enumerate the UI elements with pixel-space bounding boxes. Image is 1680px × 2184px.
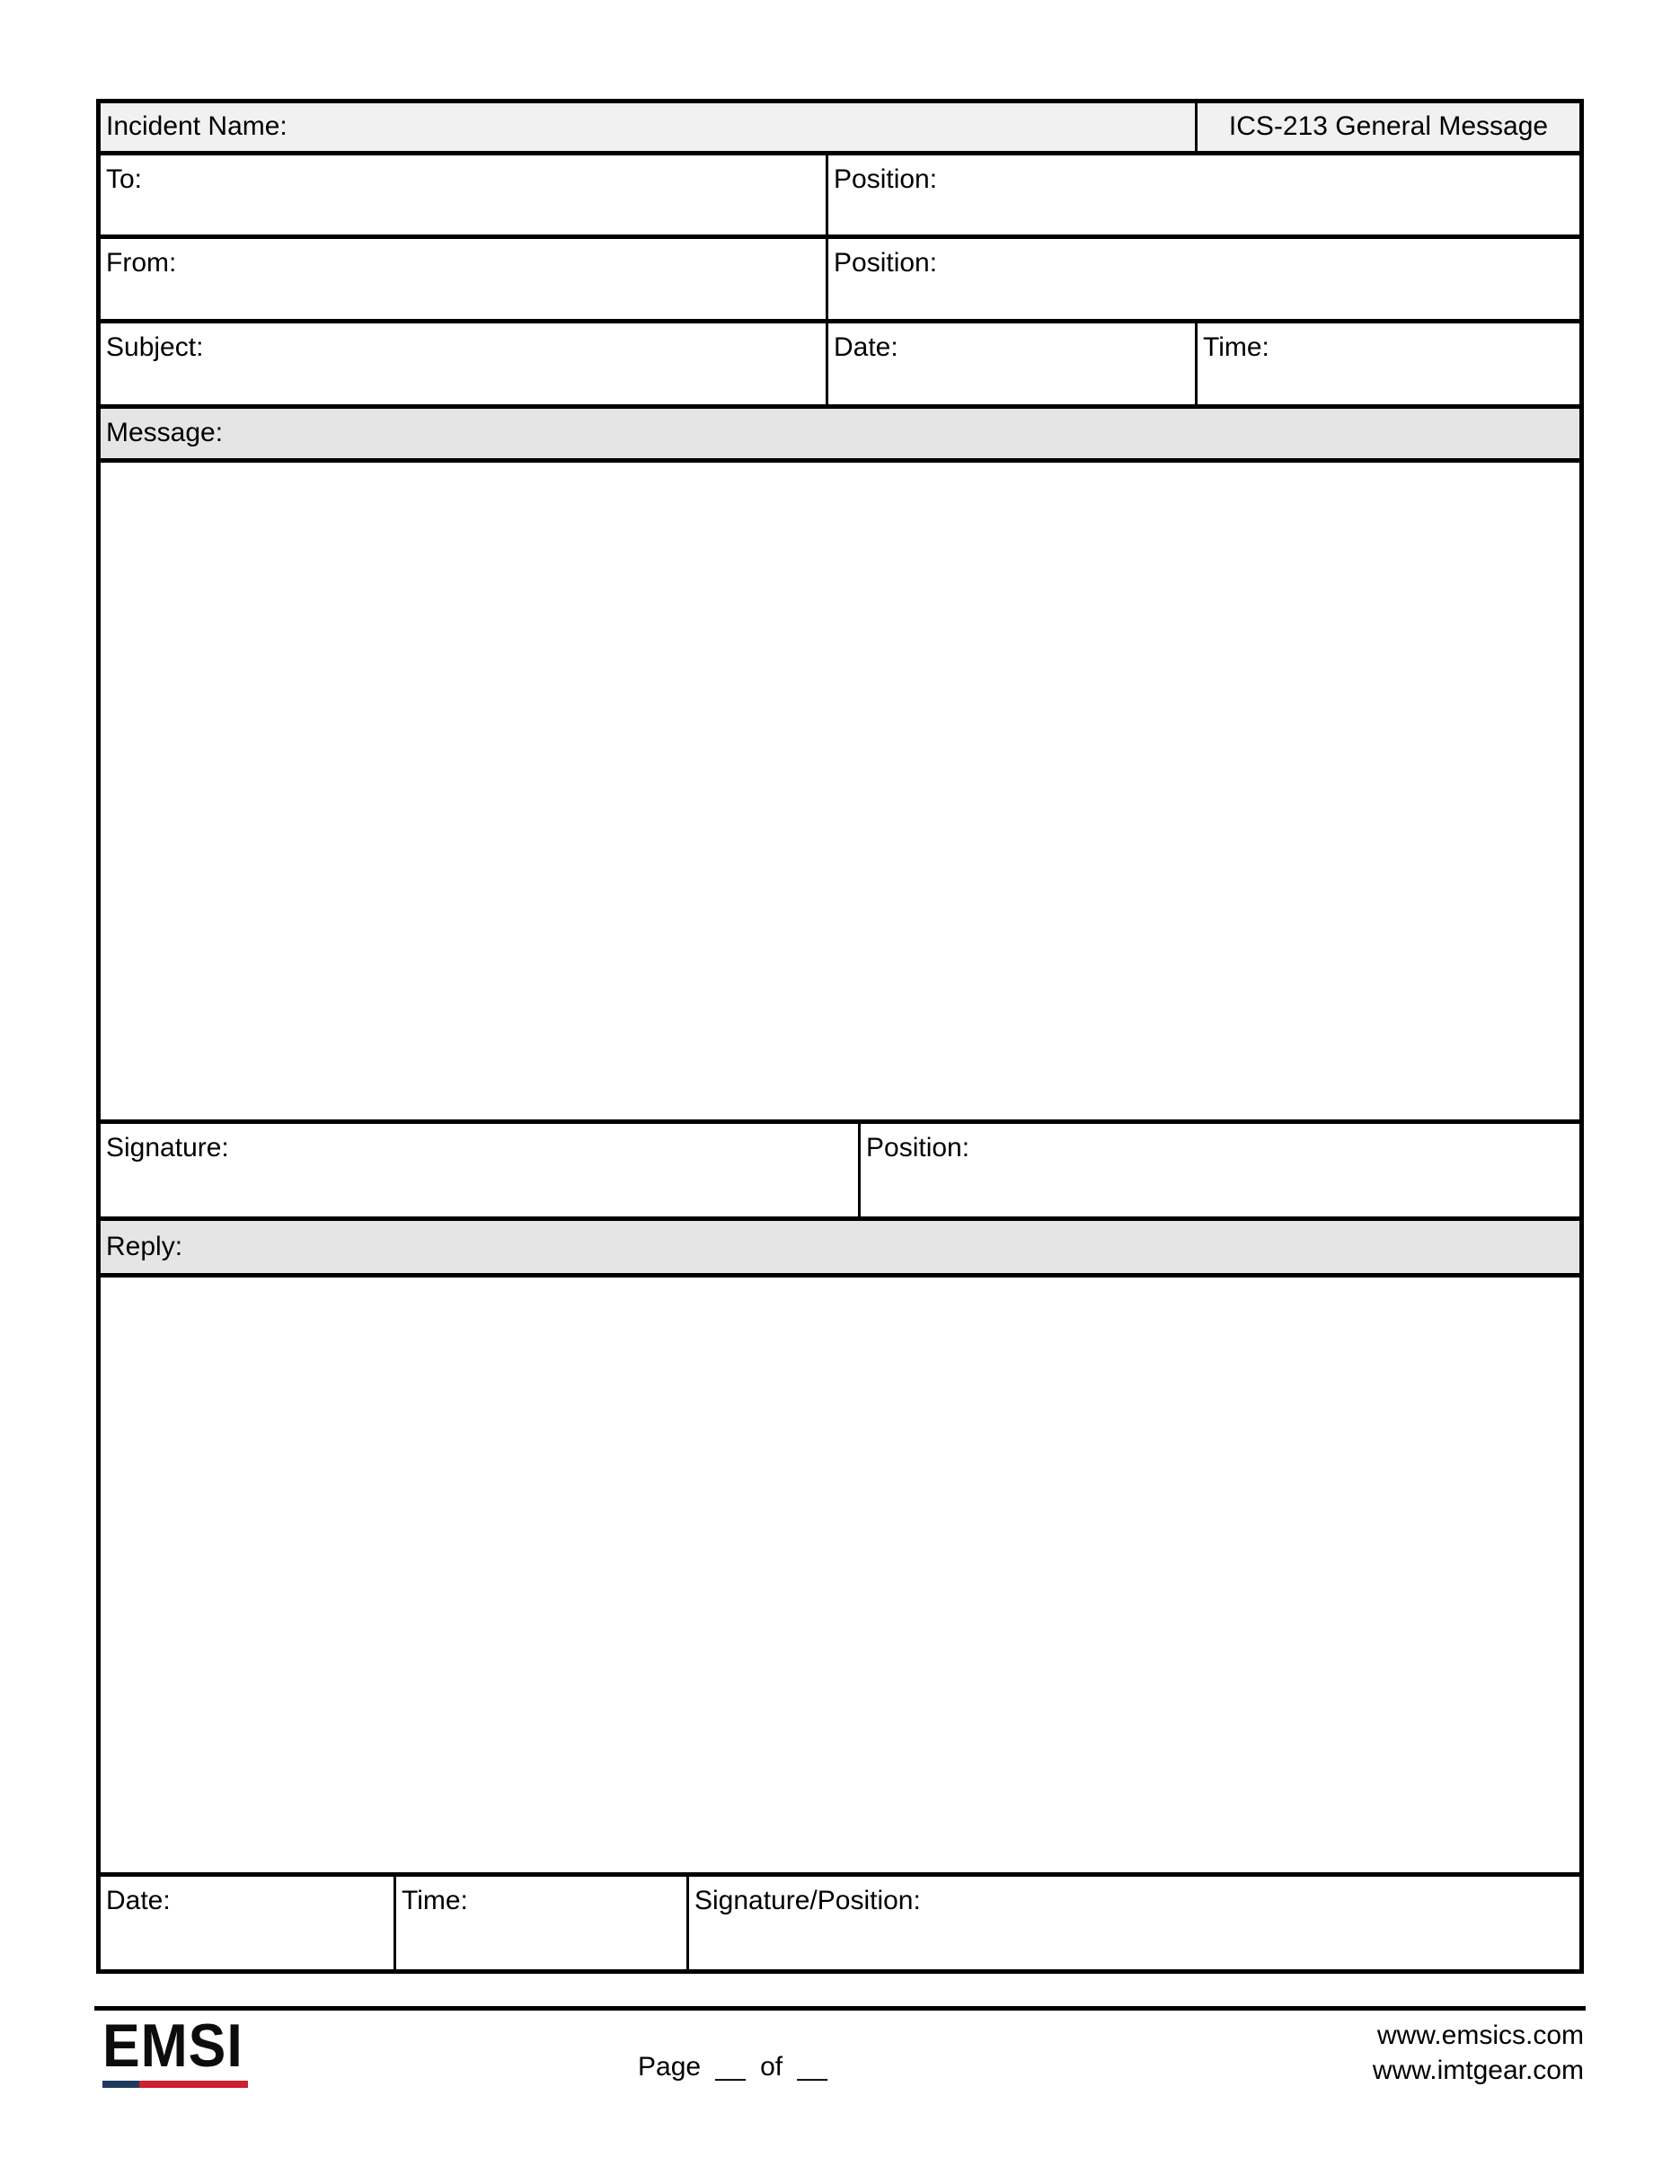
to-row bbox=[101, 155, 1579, 239]
subject-field[interactable] bbox=[101, 323, 828, 404]
date-label: Date: bbox=[834, 332, 898, 362]
from-position-label: Position: bbox=[834, 248, 938, 278]
emsi-logo-underline bbox=[102, 2081, 248, 2088]
incident-name-field[interactable] bbox=[101, 103, 1198, 151]
ics-213-form bbox=[96, 99, 1584, 1974]
time-field[interactable] bbox=[1198, 323, 1579, 404]
subject-label: Subject: bbox=[106, 332, 204, 362]
to-field[interactable] bbox=[101, 155, 828, 234]
signature-label: Signature: bbox=[106, 1133, 229, 1163]
message-header-cell bbox=[101, 409, 1579, 458]
reply-date-field[interactable] bbox=[101, 1877, 396, 1969]
website-imtgear: www.imtgear.com bbox=[1372, 2056, 1584, 2085]
signature-field[interactable] bbox=[101, 1124, 861, 1216]
page-number-text: Page __ of __ bbox=[638, 2052, 827, 2082]
signature-position-field[interactable] bbox=[861, 1124, 1579, 1216]
signature-row bbox=[101, 1124, 1579, 1221]
logo-bar-red-segment bbox=[139, 2081, 249, 2088]
reply-header-cell bbox=[101, 1221, 1579, 1273]
to-position-label: Position: bbox=[834, 164, 938, 194]
from-position-field[interactable] bbox=[828, 239, 1579, 319]
website-emsics: www.emsics.com bbox=[1376, 2020, 1584, 2050]
message-field[interactable] bbox=[101, 463, 1579, 1119]
reply-footer-row bbox=[101, 1877, 1579, 1969]
to-label: To: bbox=[106, 164, 143, 194]
from-label: From: bbox=[106, 248, 177, 278]
emsi-logo bbox=[102, 2012, 255, 2088]
emsi-logo-text: EMSI bbox=[102, 2012, 243, 2080]
time-label: Time: bbox=[1203, 332, 1269, 362]
reply-section-header bbox=[101, 1221, 1579, 1278]
incident-name-row bbox=[101, 103, 1579, 155]
form-title: ICS-213 General Message bbox=[1228, 111, 1549, 142]
reply-signature-position-label: Signature/Position: bbox=[694, 1886, 921, 1915]
logo-bar-blue-segment bbox=[102, 2081, 139, 2088]
reply-signature-position-field[interactable] bbox=[689, 1877, 1579, 1969]
incident-name-label: Incident Name: bbox=[106, 111, 287, 142]
reply-time-field[interactable] bbox=[396, 1877, 689, 1969]
reply-date-label: Date: bbox=[106, 1886, 171, 1915]
website-list bbox=[1373, 2018, 1584, 2088]
to-position-field[interactable] bbox=[828, 155, 1579, 234]
reply-label: Reply: bbox=[106, 1231, 183, 1261]
reply-time-label: Time: bbox=[402, 1886, 468, 1915]
subject-row bbox=[101, 323, 1579, 409]
reply-body-row bbox=[101, 1278, 1579, 1877]
reply-field[interactable] bbox=[101, 1278, 1579, 1872]
footer-divider bbox=[94, 2006, 1586, 2011]
signature-position-label: Position: bbox=[866, 1133, 970, 1163]
message-label: Message: bbox=[106, 418, 224, 448]
date-field[interactable] bbox=[828, 323, 1198, 404]
from-row bbox=[101, 239, 1579, 323]
message-section-header bbox=[101, 409, 1579, 463]
form-title-cell bbox=[1198, 103, 1579, 151]
message-body-row bbox=[101, 463, 1579, 1124]
from-field[interactable] bbox=[101, 239, 828, 319]
